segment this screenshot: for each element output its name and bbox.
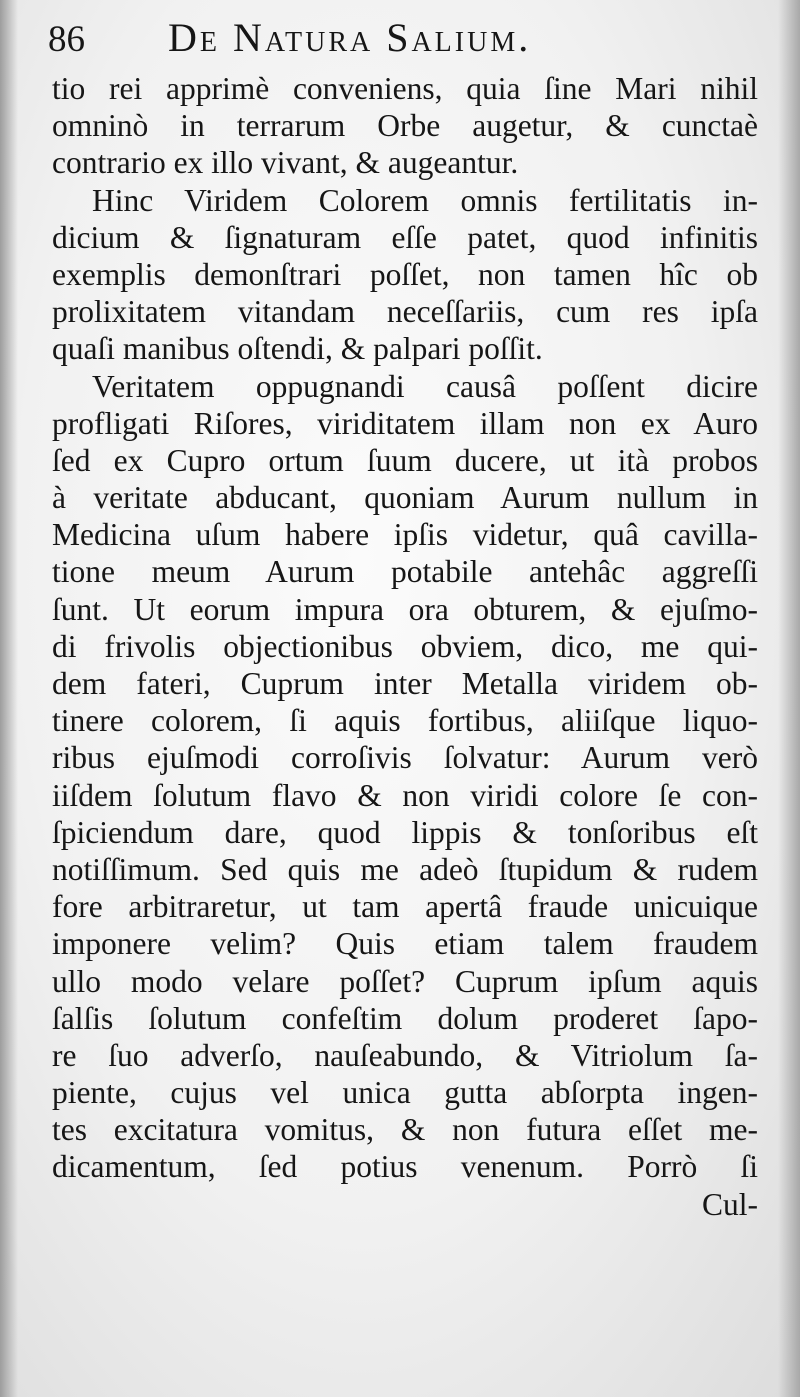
page-title: De Natura Salium. [168, 15, 532, 60]
text-line: dem fateri, Cuprum inter Metalla viridem ob- [52, 666, 758, 701]
text-line: profligati Riſores, viriditatem illam non ex Auro [52, 405, 758, 441]
catchword: Cul- [701, 1186, 758, 1222]
body-text [52, 70, 758, 1223]
text-line: ſalſis ſolutum confeſtim dolum proderet ſapo- [52, 1000, 758, 1036]
text-line: exemplis demonſtrari poſſet, non tamen hîc ob [52, 256, 758, 292]
text-line: iiſdem ſolutum flavo & non viridi colore ſe con- [52, 777, 758, 813]
text-line: à veritate abducant, quoniam Aurum nullum in [52, 480, 758, 516]
text-line: imponere velim? Quis etiam talem fraudem [52, 926, 758, 962]
text-line: contrario ex illo vivant, & augeantur. [52, 145, 519, 181]
text-line: tio rei apprimè conveniens, quia ſine Mari nihil [52, 71, 758, 106]
text-line: ſed ex Cupro ortum ſuum ducere, ut ità probos [52, 442, 758, 478]
text-line: ſpiciendum dare, quod lippis & tonſoribus eſt [52, 814, 758, 850]
text-line: di frivolis objectionibus obviem, dico, me qui- [52, 628, 758, 664]
text-line: dicamentum, ſed potius venenum. Porrò ſi [52, 1149, 758, 1185]
running-head [48, 14, 740, 72]
text-line: tione meum Aurum potabile antehâc aggreſſi [52, 554, 758, 590]
text-line: omninò in terrarum Orbe augetur, & cunctaè [52, 108, 758, 144]
text-line: piente, cujus vel unica gutta abſorpta ingen- [52, 1075, 758, 1111]
paragraph-start-line: Hinc Viridem Colorem omnis fertilitatis in- [92, 182, 758, 218]
page-number: 86 [48, 19, 85, 60]
text-line: ſunt. Ut eorum impura ora obturem, & ejuſmo- [52, 591, 758, 627]
text-line: tinere colorem, ſi aquis fortibus, aliiſque liquo- [52, 703, 758, 739]
text-line: ullo modo velare poſſet? Cuprum ipſum aquis [52, 963, 758, 999]
text-line: prolixitatem vitandam neceſſariis, cum res ipſa [52, 294, 758, 330]
text-line: dicium & ſignaturam eſſe patet, quod infinitis [52, 219, 758, 255]
text-line: tes excitatura vomitus, & non futura eſſet me- [52, 1112, 758, 1148]
text-line: notiſſimum. Sed quis me adeò ſtupidum & rudem [52, 851, 758, 887]
text-line: re ſuo adverſo, nauſeabundo, & Vitriolum ſa- [52, 1037, 758, 1073]
text-line: fore arbitraretur, ut tam apertâ fraude unicuique [52, 889, 758, 925]
paragraph-start-line: Veritatem oppugnandi causâ poſſent dicire [92, 368, 758, 404]
text-line: quaſi manibus oſtendi, & palpari poſſit. [52, 331, 543, 367]
text-line: Medicina uſum habere ipſis videtur, quâ cavilla- [52, 517, 758, 553]
text-line: ribus ejuſmodi corroſivis ſolvatur: Aurum verò [52, 740, 758, 776]
